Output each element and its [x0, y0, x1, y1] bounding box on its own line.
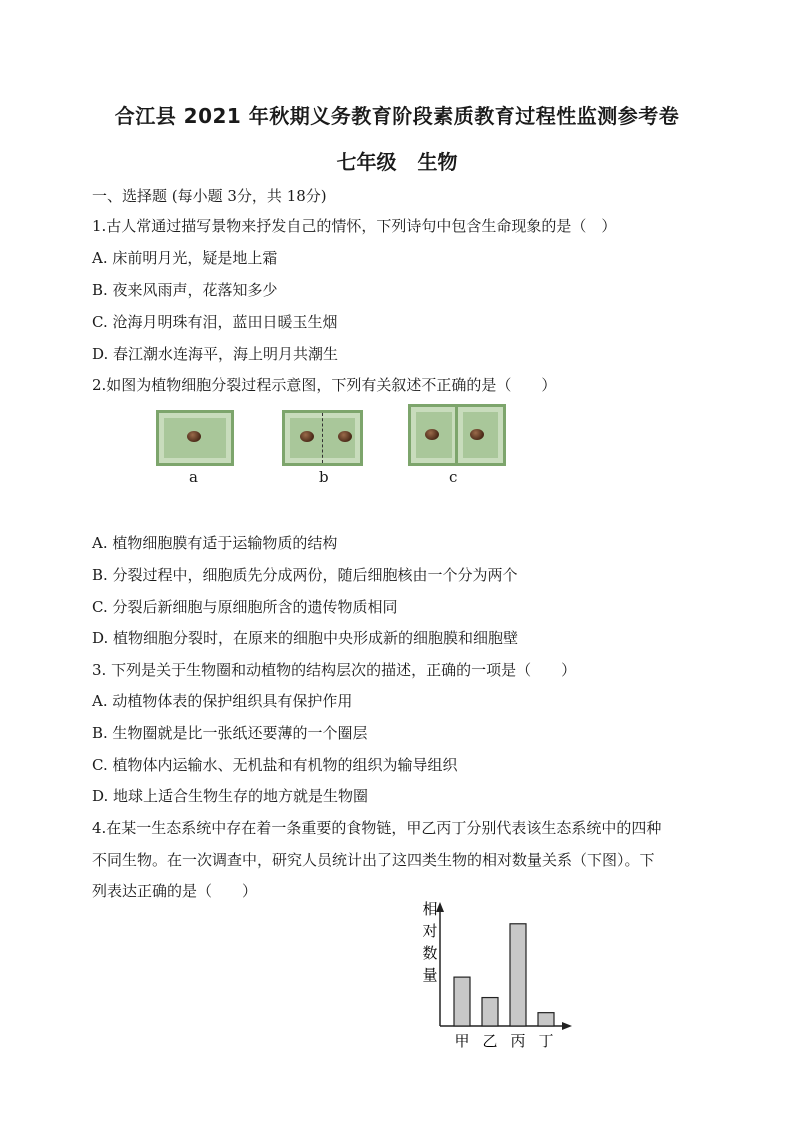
- figure-label-b: b: [319, 468, 329, 486]
- y-axis-label-char: 量: [422, 966, 438, 984]
- exam-subtitle: 七年级 生物: [336, 150, 458, 174]
- x-tick-label: 甲: [454, 1032, 470, 1050]
- y-axis-label-char: 相: [422, 900, 438, 918]
- cell-b-nucleus-left: [300, 431, 314, 442]
- exam-title: 合江县 2021 年秋期义务教育阶段素质教育过程性监测参考卷: [114, 104, 680, 128]
- q1-option-a: A. 床前明月光，疑是地上霜: [92, 249, 278, 267]
- q2-option-c: C. 分裂后新细胞与原细胞所含的遗传物质相同: [92, 598, 398, 616]
- q1-stem: 1.古人常通过描写景物来抒发自己的情怀，下列诗句中包含生命现象的是（ ）: [92, 217, 617, 235]
- q1-option-d: D. 春江潮水连海平，海上明月共潮生: [92, 345, 339, 363]
- cell-c-nucleus-right: [470, 429, 484, 440]
- cell-b-nucleus-right: [338, 431, 352, 442]
- q3-option-c: C. 植物体内运输水、无机盐和有机物的组织为输导组织: [92, 756, 458, 774]
- x-tick-label: 丁: [538, 1032, 554, 1050]
- q2-option-d: D. 植物细胞分裂时，在原来的细胞中央形成新的细胞膜和细胞壁: [92, 629, 519, 647]
- cell-a-nucleus: [187, 431, 201, 442]
- y-axis-label: [422, 900, 437, 984]
- q2-option-b: B. 分裂过程中，细胞质先分成两份，随后细胞核由一个分为两个: [92, 566, 518, 584]
- section-heading: 一、选择题 (每小题 3分，共 18分): [92, 187, 327, 205]
- bar-2: [482, 998, 498, 1026]
- y-axis-label-char: 数: [422, 944, 438, 962]
- population-bar-chart: [410, 890, 590, 1055]
- bar-1: [454, 977, 470, 1026]
- figure-label-a: a: [189, 468, 198, 486]
- x-tick-label: 乙: [482, 1032, 498, 1050]
- q1-option-b: B. 夜来风雨声，花落知多少: [92, 281, 278, 299]
- cell-b-division-line: [322, 413, 323, 463]
- q3-option-d: D. 地球上适合生物生存的地方就是生物圈: [92, 787, 369, 805]
- q1-option-c: C. 沧海月明珠有泪，蓝田日暖玉生烟: [92, 313, 338, 331]
- q3-stem: 3. 下列是关于生物圈和动植物的结构层次的描述，正确的一项是（ ）: [92, 661, 577, 679]
- q2-stem: 2.如图为植物细胞分裂过程示意图，下列有关叙述不正确的是（ ）: [92, 376, 557, 394]
- q4-stem-line3: 列表达正确的是（ ）: [92, 882, 258, 900]
- figure-label-c: c: [449, 468, 458, 486]
- x-tick-label: 丙: [510, 1032, 526, 1050]
- bar-3: [510, 924, 526, 1026]
- y-axis-label-char: 对: [422, 922, 438, 940]
- q2-option-a: A. 植物细胞膜有适于运输物质的结构: [92, 534, 338, 552]
- q4-stem-line2: 不同生物。在一次调查中，研究人员统计出了这四类生物的相对数量关系（下图）。下: [92, 851, 655, 869]
- q4-stem-line1: 4.在某一生态系统中存在着一条重要的食物链，甲乙丙丁分别代表该生态系统中的四种: [92, 819, 662, 837]
- q3-option-b: B. 生物圈就是比一张纸还要薄的一个圈层: [92, 724, 368, 742]
- cell-c-nucleus-left: [425, 429, 439, 440]
- q3-option-a: A. 动植物体表的保护组织具有保护作用: [92, 692, 353, 710]
- bar-4: [538, 1013, 554, 1026]
- x-axis-arrow: [562, 1022, 572, 1030]
